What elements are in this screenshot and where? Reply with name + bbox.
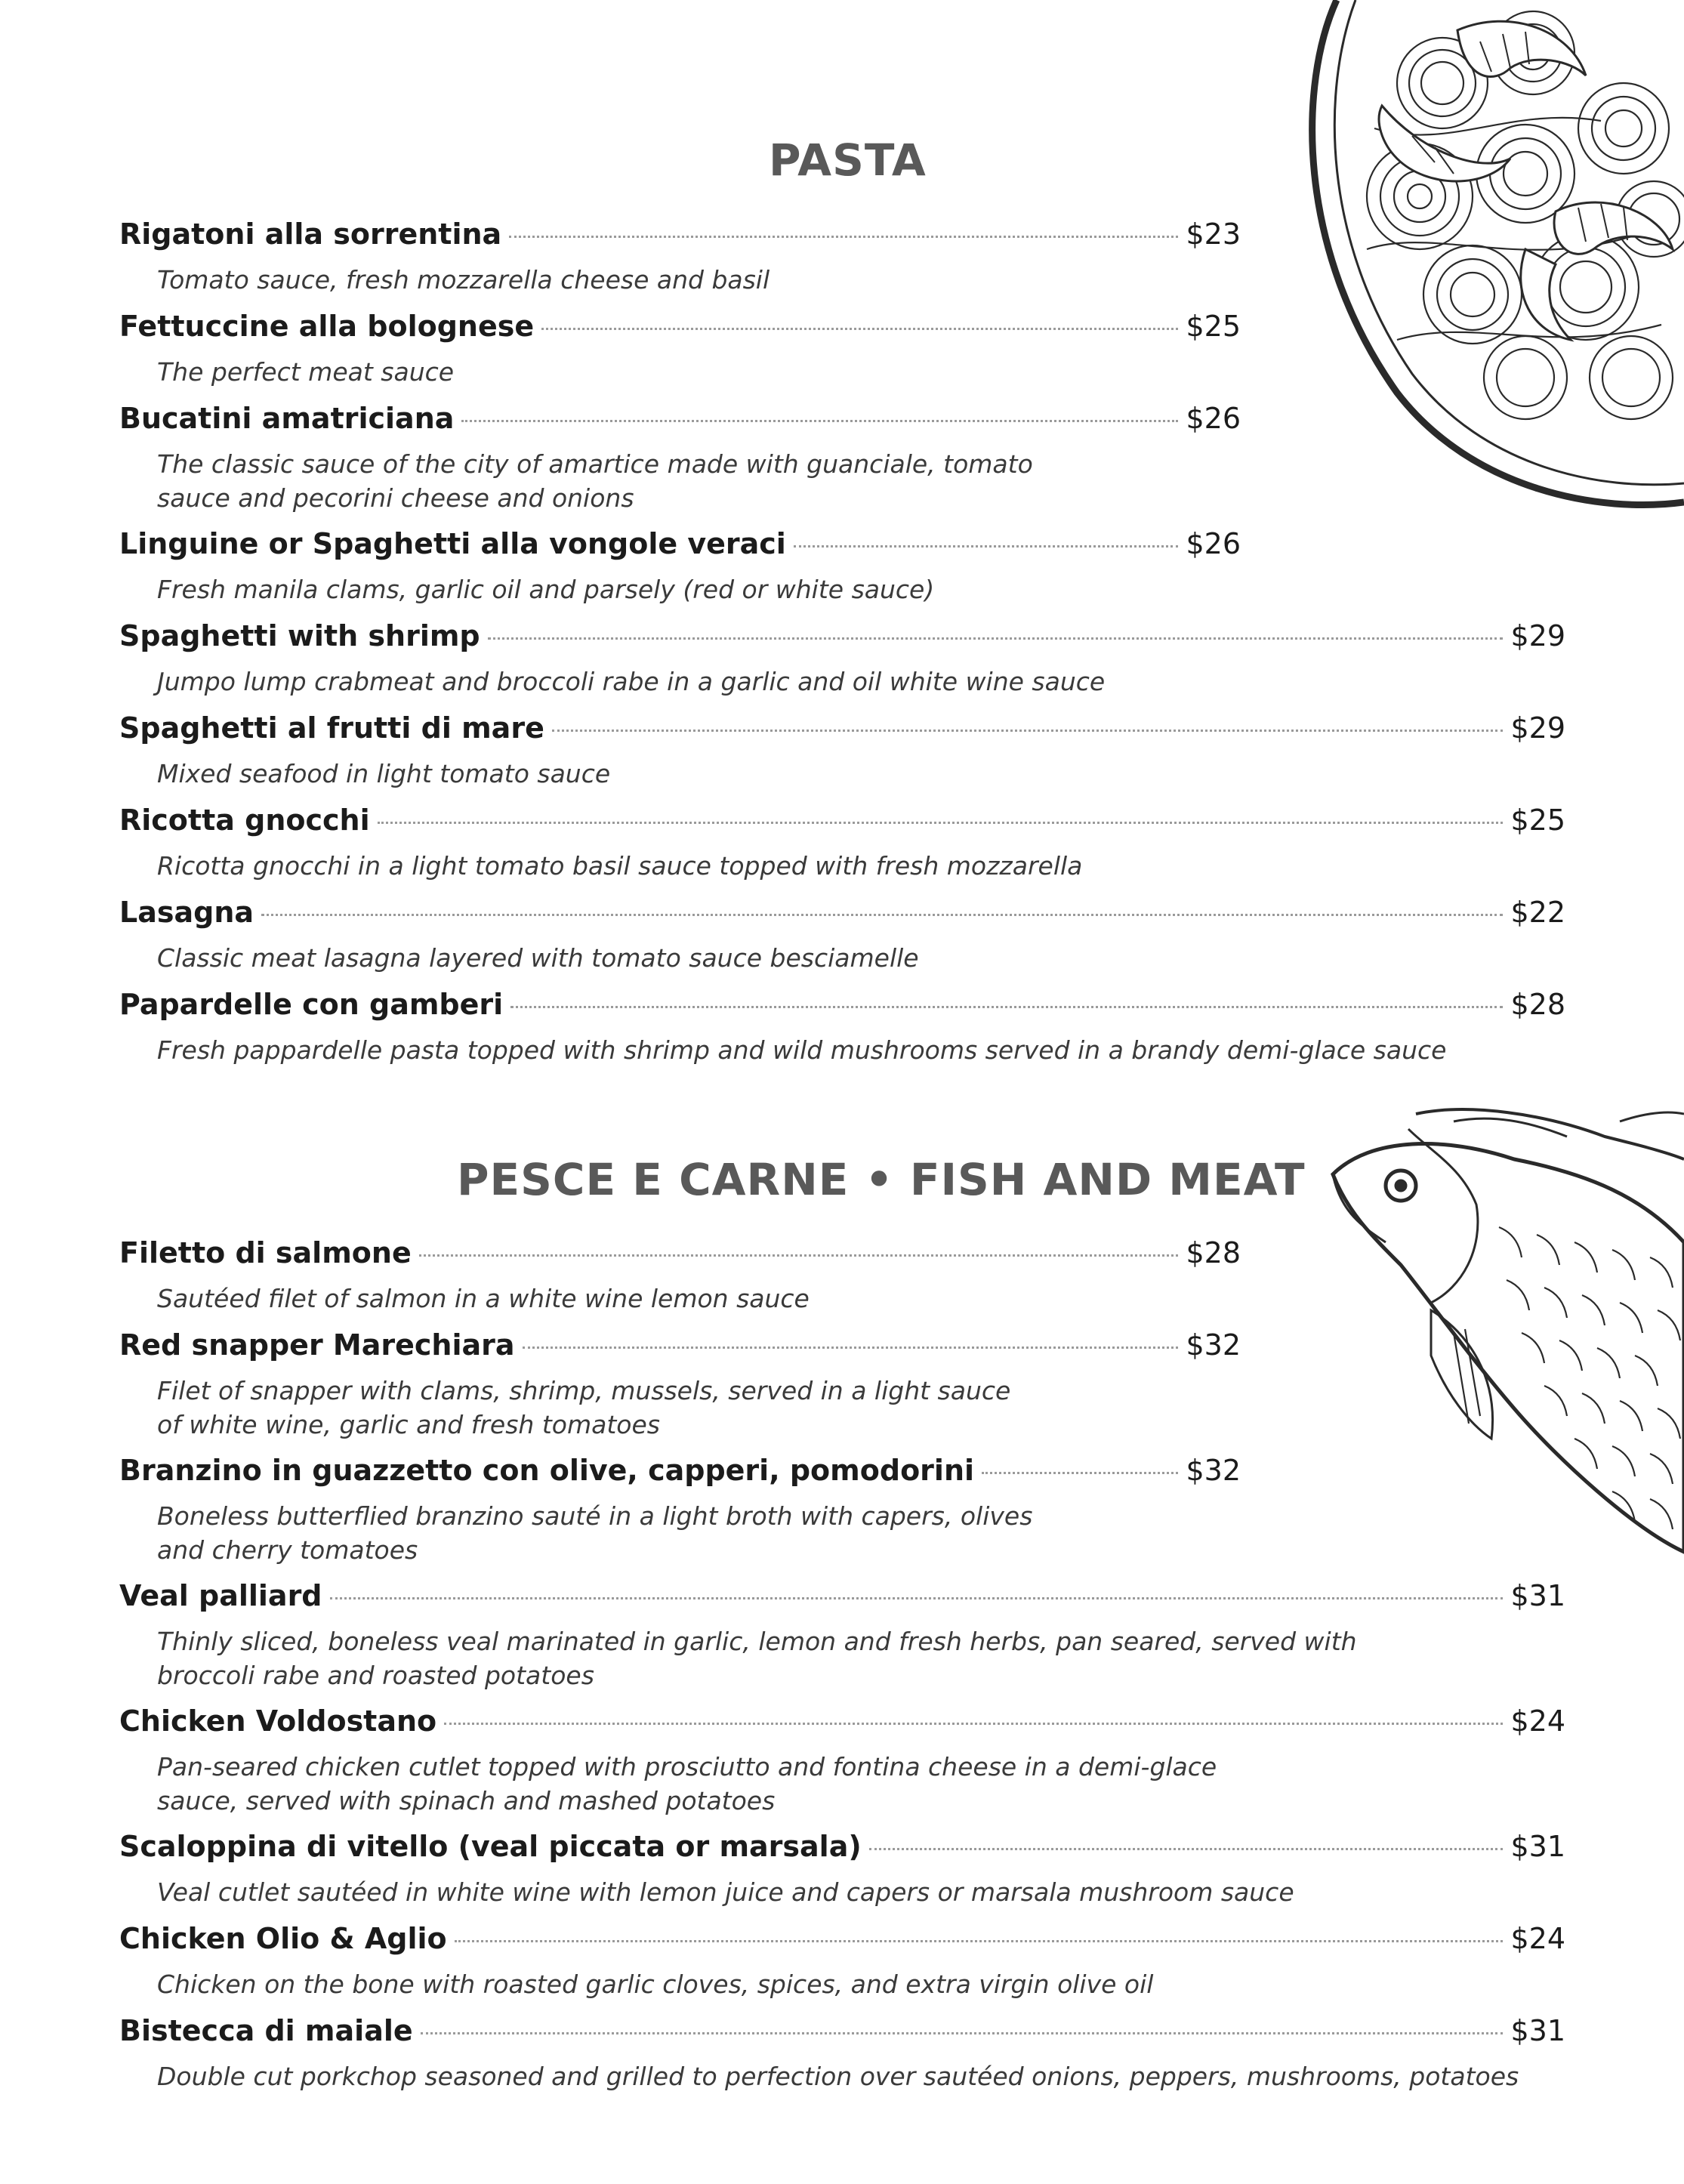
- item-description: Sautéed filet of salmon in a white wine lemon sauce: [157, 1284, 810, 1313]
- item-name: Lasagna: [119, 896, 254, 929]
- item-description: Fresh manila clams, garlic oil and parsely (red or white sauce): [157, 575, 935, 604]
- menu-item: [119, 896, 1565, 975]
- item-price: $26: [1186, 402, 1241, 435]
- item-price: $32: [1186, 1454, 1241, 1487]
- menu-item: [119, 1454, 1241, 1567]
- dot-leader: [421, 2032, 1504, 2034]
- item-name: Branzino in guazzetto con olive, capperi, pomodorini: [119, 1454, 975, 1487]
- item-price: $24: [1510, 1922, 1565, 1955]
- item-price: $31: [1510, 1579, 1565, 1612]
- menu-item: [119, 988, 1565, 1067]
- menu-item: [119, 1579, 1565, 1692]
- item-price: $26: [1186, 527, 1241, 560]
- dot-leader: [461, 420, 1178, 422]
- item-price: $32: [1186, 1328, 1241, 1362]
- menu-item: [119, 402, 1241, 515]
- item-description: Mixed seafood in light tomato sauce: [157, 759, 611, 788]
- item-name: Chicken Olio & Aglio: [119, 1922, 447, 1955]
- item-name: Scaloppina di vitello (veal piccata or marsala): [119, 1830, 862, 1863]
- menu-item: [119, 2014, 1565, 2093]
- item-name: Bistecca di maiale: [119, 2014, 413, 2047]
- item-description: Ricotta gnocchi in a light tomato basil sauce topped with fresh mozzarella: [157, 851, 1083, 881]
- dot-leader: [523, 1346, 1179, 1349]
- item-name: Ricotta gnocchi: [119, 804, 370, 837]
- item-description: Classic meat lasagna layered with tomato sauce besciamelle: [157, 943, 919, 973]
- dot-leader: [552, 730, 1504, 732]
- item-name: Rigatoni alla sorrentina: [119, 217, 502, 251]
- item-description: Boneless butterflied branzino sauté in a light broth with capers, olives and cherry tomatoes: [157, 1501, 1033, 1565]
- shrimp-spaghetti-plate-illustration: [1284, 0, 1684, 521]
- dot-leader: [261, 914, 1503, 916]
- dot-leader: [419, 1254, 1179, 1257]
- dot-leader: [455, 1940, 1504, 1942]
- item-description: Pan-seared chicken cutlet topped with prosciutto and fontina cheese in a demi-glace sauce, served with spinach and mashed potatoes: [157, 1752, 1217, 1815]
- item-price: $25: [1186, 310, 1241, 343]
- item-price: $31: [1510, 1830, 1565, 1863]
- item-description: The classic sauce of the city of amartice made with guanciale, tomato sauce and pecorini cheese and onions: [157, 449, 1033, 513]
- item-name: Fettuccine alla bolognese: [119, 310, 535, 343]
- item-price: $25: [1510, 804, 1565, 837]
- fish-and-meat-section-title: PESCE E CARNE • FISH AND MEAT: [457, 1154, 1306, 1205]
- menu-item: [119, 1704, 1565, 1818]
- menu-item: [119, 527, 1241, 606]
- item-description: Chicken on the bone with roasted garlic cloves, spices, and extra virgin olive oil: [157, 1970, 1154, 1999]
- item-description: Veal cutlet sautéed in white wine with lemon juice and capers or marsala mushroom sauce: [157, 1877, 1294, 1907]
- dot-leader: [869, 1848, 1504, 1850]
- item-name: Papardelle con gamberi: [119, 988, 504, 1021]
- dot-leader: [488, 637, 1504, 640]
- menu-item: [119, 1236, 1241, 1316]
- item-name: Linguine or Spaghetti alla vongole veraci: [119, 527, 786, 560]
- item-description: Jumpo lump crabmeat and broccoli rabe in a garlic and oil white wine sauce: [157, 667, 1106, 696]
- menu-item: [119, 711, 1565, 791]
- menu-item: [119, 804, 1565, 883]
- item-price: $23: [1186, 217, 1241, 251]
- item-price: $31: [1510, 2014, 1565, 2047]
- dot-leader: [510, 1006, 1503, 1008]
- item-description: Tomato sauce, fresh mozzarella cheese and basil: [157, 265, 770, 295]
- item-price: $28: [1186, 1236, 1241, 1269]
- menu-item: [119, 1830, 1565, 1909]
- item-name: Veal palliard: [119, 1579, 322, 1612]
- menu-item: [119, 1922, 1565, 2001]
- dot-leader: [330, 1597, 1504, 1599]
- dot-leader: [982, 1472, 1178, 1474]
- item-description: Double cut porkchop seasoned and grilled to perfection over sautéed onions, peppers, mushrooms, potatoes: [157, 2062, 1519, 2091]
- item-price: $28: [1510, 988, 1565, 1021]
- item-description: The perfect meat sauce: [157, 357, 455, 387]
- item-name: Red snapper Marechiara: [119, 1328, 515, 1362]
- dot-leader: [444, 1723, 1503, 1725]
- item-description: Fresh pappardelle pasta topped with shrimp and wild mushrooms served in a brandy demi-glace sauce: [157, 1035, 1447, 1065]
- dot-leader: [541, 328, 1178, 330]
- item-name: Chicken Voldostano: [119, 1704, 437, 1738]
- menu-item: [119, 1328, 1241, 1442]
- dot-leader: [509, 236, 1178, 238]
- dot-leader: [378, 822, 1504, 824]
- item-name: Spaghetti with shrimp: [119, 619, 480, 652]
- dot-leader: [794, 545, 1179, 548]
- item-price: $29: [1510, 711, 1565, 745]
- menu-item: [119, 310, 1241, 389]
- item-description: Filet of snapper with clams, shrimp, mussels, served in a light sauce of white wine, garlic and fresh tomatoes: [157, 1376, 1011, 1439]
- menu-item: [119, 217, 1241, 297]
- fish-illustration: [1318, 1106, 1684, 1567]
- item-price: $29: [1510, 619, 1565, 652]
- item-name: Bucatini amatriciana: [119, 402, 455, 435]
- item-price: $22: [1510, 896, 1565, 929]
- item-description: Thinly sliced, boneless veal marinated in garlic, lemon and fresh herbs, pan seared, served with broccoli rabe and roasted potatoes: [157, 1627, 1357, 1690]
- item-price: $24: [1510, 1704, 1565, 1738]
- menu-item: [119, 619, 1565, 699]
- item-name: Spaghetti al frutti di mare: [119, 711, 544, 745]
- pasta-section-title: PASTA: [769, 134, 927, 186]
- item-name: Filetto di salmone: [119, 1236, 412, 1269]
